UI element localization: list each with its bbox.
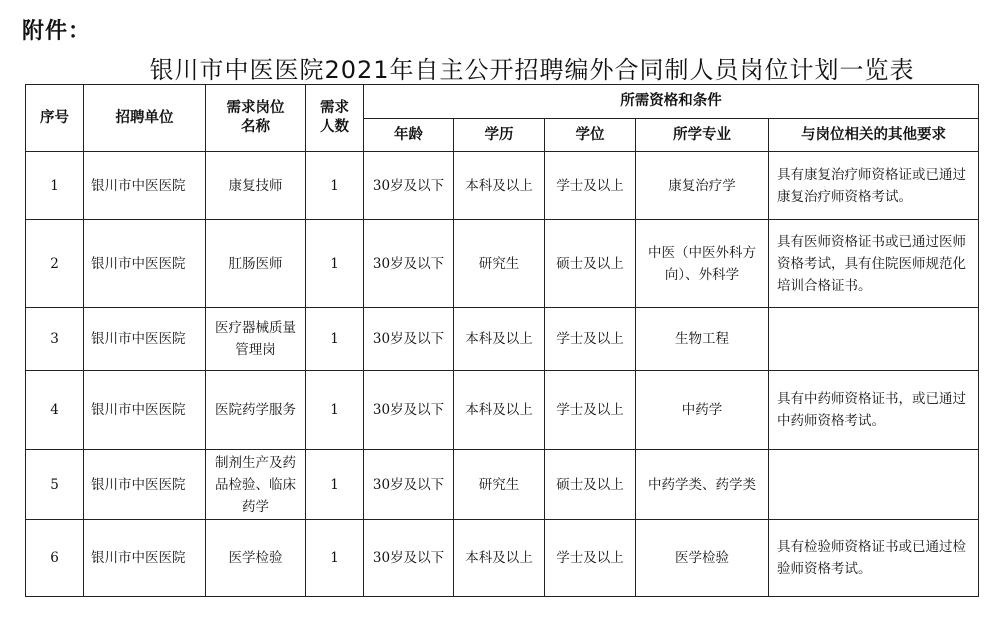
- cell-seq: 5: [26, 450, 84, 520]
- cell-major: 生物工程: [636, 308, 769, 371]
- cell-age: 30岁及以下: [364, 520, 454, 597]
- header-post: 需求岗位 名称: [206, 85, 306, 152]
- cell-other: 具有医师资格证书或已通过医师资格考试，具有住院医师规范化培训合格证书。: [769, 220, 979, 308]
- cell-age: 30岁及以下: [364, 220, 454, 308]
- cell-seq: 2: [26, 220, 84, 308]
- cell-education: 本科及以上: [454, 520, 545, 597]
- cell-age: 30岁及以下: [364, 371, 454, 450]
- header-seq: 序号: [26, 85, 84, 152]
- table-row: [26, 308, 979, 371]
- cell-degree: 学士及以上: [545, 152, 636, 220]
- cell-age: 30岁及以下: [364, 152, 454, 220]
- cell-count: 1: [306, 520, 364, 597]
- cell-unit: 银川市中医医院: [84, 152, 206, 220]
- cell-seq: 4: [26, 371, 84, 450]
- cell-education: 本科及以上: [454, 371, 545, 450]
- header-qualifications: 所需资格和条件: [364, 85, 979, 119]
- header-unit: 招聘单位: [84, 85, 206, 152]
- cell-post: 医疗器械质量管理岗: [206, 308, 306, 371]
- cell-degree: 学士及以上: [545, 308, 636, 371]
- cell-count: 1: [306, 152, 364, 220]
- cell-major: 医学检验: [636, 520, 769, 597]
- document-title: 银川市中医医院2021年自主公开招聘编外合同制人员岗位计划一览表: [149, 56, 915, 84]
- header-other: 与岗位相关的其他要求: [769, 119, 979, 152]
- cell-other: [769, 308, 979, 371]
- table-row: [26, 152, 979, 220]
- header-count: 需求 人数: [306, 85, 364, 152]
- cell-unit: 银川市中医医院: [84, 371, 206, 450]
- cell-age: 30岁及以下: [364, 308, 454, 371]
- cell-post: 医院药学服务: [206, 371, 306, 450]
- cell-degree: 学士及以上: [545, 371, 636, 450]
- table-row: [26, 450, 979, 520]
- cell-education: 本科及以上: [454, 308, 545, 371]
- cell-major: 中药学类、药学类: [636, 450, 769, 520]
- cell-education: 本科及以上: [454, 152, 545, 220]
- cell-other: 具有中药师资格证书，或已通过中药师资格考试。: [769, 371, 979, 450]
- cell-unit: 银川市中医医院: [84, 308, 206, 371]
- cell-count: 1: [306, 220, 364, 308]
- cell-degree: 硕士及以上: [545, 220, 636, 308]
- cell-unit: 银川市中医医院: [84, 520, 206, 597]
- table-row: [26, 220, 979, 308]
- cell-unit: 银川市中医医院: [84, 220, 206, 308]
- table-row: [26, 371, 979, 450]
- cell-age: 30岁及以下: [364, 450, 454, 520]
- recruitment-plan-table: [25, 84, 979, 597]
- cell-major: 中药学: [636, 371, 769, 450]
- attachment-label: 附件：: [22, 19, 92, 44]
- header-age: 年龄: [364, 119, 454, 152]
- cell-post: 医学检验: [206, 520, 306, 597]
- cell-education: 研究生: [454, 450, 545, 520]
- cell-degree: 学士及以上: [545, 520, 636, 597]
- header-row-top: [26, 85, 979, 119]
- cell-unit: 银川市中医医院: [84, 450, 206, 520]
- cell-post: 康复技师: [206, 152, 306, 220]
- cell-post: 制剂生产及药品检验、临床药学: [206, 450, 306, 520]
- cell-seq: 6: [26, 520, 84, 597]
- cell-count: 1: [306, 450, 364, 520]
- cell-degree: 硕士及以上: [545, 450, 636, 520]
- header-major: 所学专业: [636, 119, 769, 152]
- cell-count: 1: [306, 371, 364, 450]
- cell-major: 中医（中医外科方向）、外科学: [636, 220, 769, 308]
- cell-other: 具有检验师资格证书或已通过检验师资格考试。: [769, 520, 979, 597]
- cell-count: 1: [306, 308, 364, 371]
- cell-seq: 1: [26, 152, 84, 220]
- cell-major: 康复治疗学: [636, 152, 769, 220]
- header-degree: 学位: [545, 119, 636, 152]
- cell-education: 研究生: [454, 220, 545, 308]
- table-row: [26, 520, 979, 597]
- header-education: 学历: [454, 119, 545, 152]
- cell-other: 具有康复治疗师资格证或已通过康复治疗师资格考试。: [769, 152, 979, 220]
- cell-post: 肛肠医师: [206, 220, 306, 308]
- cell-other: [769, 450, 979, 520]
- cell-seq: 3: [26, 308, 84, 371]
